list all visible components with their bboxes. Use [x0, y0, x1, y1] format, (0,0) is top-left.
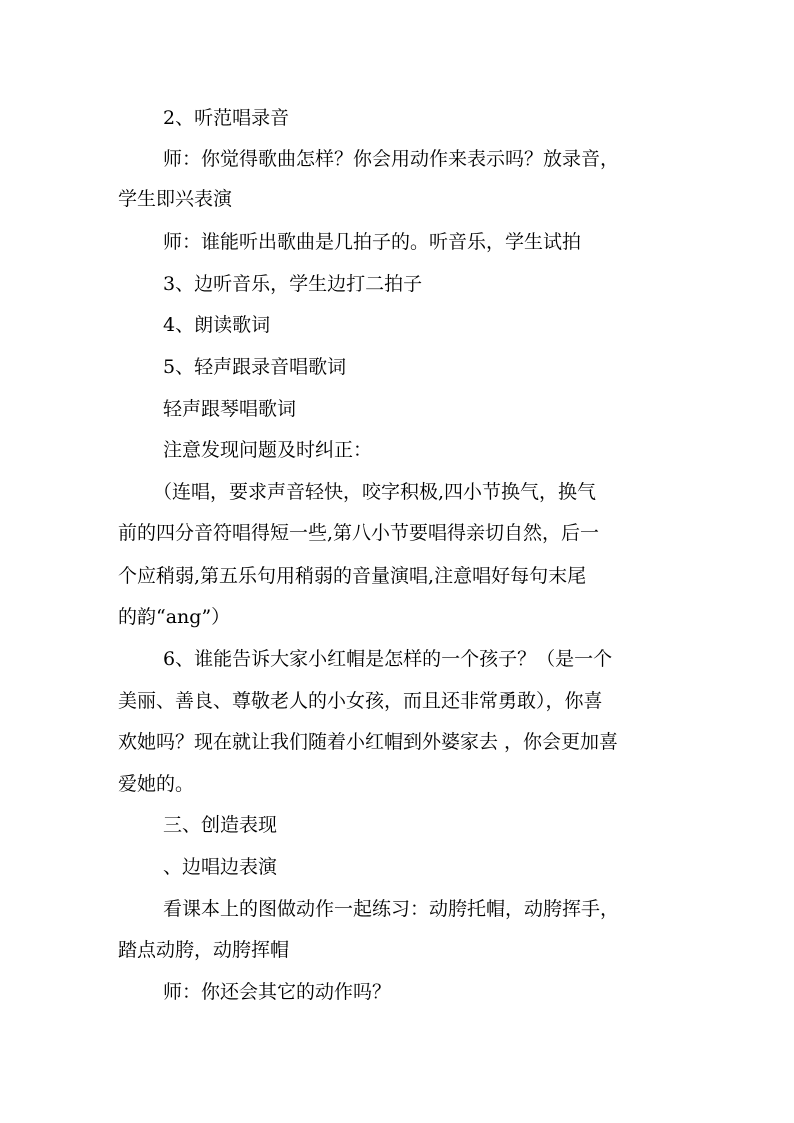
text-line: 6、谁能告诉大家小红帽是怎样的一个孩子？（是一个: [163, 648, 613, 670]
text-line: 三、创造表现: [163, 814, 278, 836]
text-line: 注意发现问题及时纠正：: [163, 439, 373, 461]
text-line: 3、边听音乐，学生边打二拍子: [163, 273, 423, 295]
text-line: 美丽、善良、尊敬老人的小女孩，而且还非常勇敢），你喜: [118, 690, 603, 712]
text-line: 师：你还会其它的动作吗？: [163, 981, 392, 1003]
text-line: 、边唱边表演: [163, 856, 278, 878]
text-line: 看课本上的图做动作一起练习：动胯托帽，动胯挥手，: [163, 898, 620, 920]
text-line: 踏点动胯，动胯挥帽: [118, 939, 290, 961]
text-line: （连唱，要求声音轻快，咬字积极,四小节换气，换气: [153, 481, 597, 503]
text-line: 2、听范唱录音: [163, 107, 290, 129]
text-line: 师：你觉得歌曲怎样？你会用动作来表示吗？放录音，: [163, 148, 620, 170]
text-line: 个应稍弱,第五乐句用稍弱的音量演唱,注意唱好每句末尾: [118, 565, 587, 587]
text-line: 欢她吗？现在就让我们随着小红帽到外婆家去 ，你会更加喜: [118, 731, 619, 753]
text-line: 爱她的。: [118, 773, 195, 795]
text-line: 学生即兴表演: [118, 188, 233, 210]
text-line: 的韵“ang”）: [118, 606, 231, 628]
text-line: 轻声跟琴唱歌词: [163, 398, 297, 420]
text-line: 4、朗读歌词: [163, 314, 271, 336]
text-line: 5、轻声跟录音唱歌词: [163, 356, 347, 378]
text-line: 前的四分音符唱得短一些,第八小节要唱得亲切自然，后一: [118, 522, 600, 544]
text-line: 师：谁能听出歌曲是几拍子的。听音乐，学生试拍: [163, 231, 582, 253]
